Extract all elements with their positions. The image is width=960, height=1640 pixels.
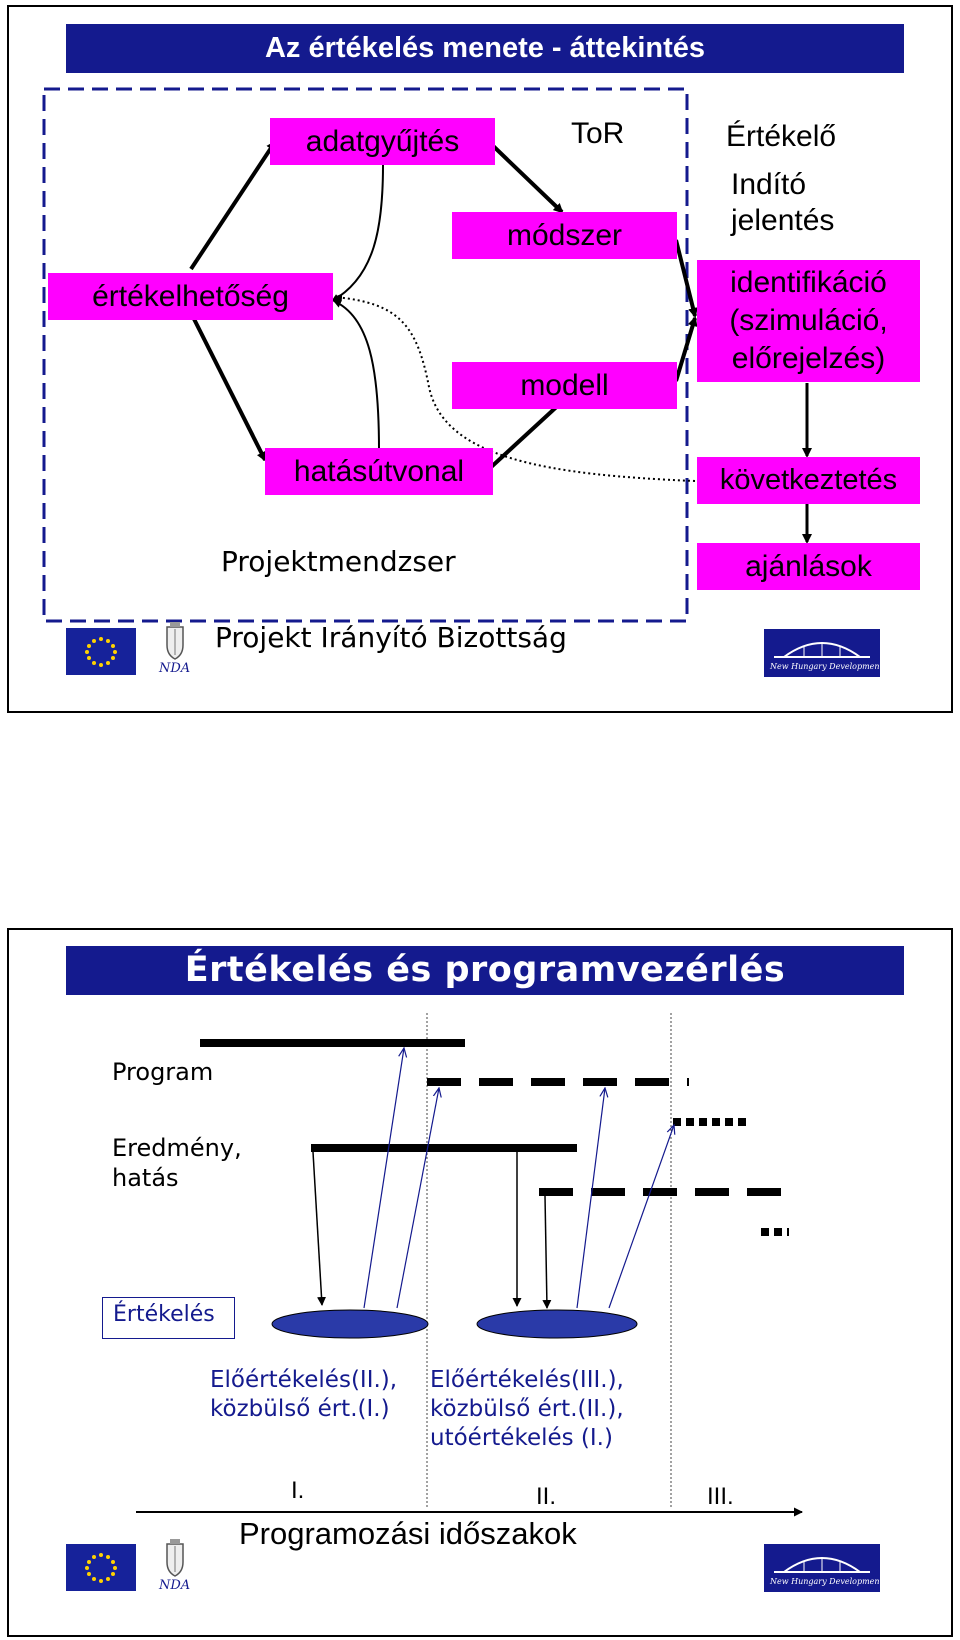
box-modszer: módszer [452,212,677,259]
period-label-2: II. [536,1483,557,1510]
bridge-icon [764,631,880,661]
label-ertekelo: Értékelő [726,120,837,153]
label-program: Program [112,1058,214,1086]
curve-hatasutvonal-feedback [334,301,379,450]
axis-title: Programozási időszakok [239,1516,577,1551]
arrow-result-to-eval1 [313,1152,322,1305]
arrow-eval1-to-program2 [397,1088,439,1308]
eu-flag-icon [66,628,136,675]
label-eredmeny [112,1133,242,1193]
label-ertekeles-box: Értékelés [102,1297,235,1339]
box-identifikacio [697,260,920,382]
box-ertekelhetoseg: értékelhetőség [48,273,333,320]
nda-logo [157,1538,193,1596]
nda-logo [157,621,193,679]
group2-line3: utóértékelés (I.) [430,1425,613,1451]
slide-program-control [7,928,953,1637]
nhdp-label: New Hungary Development Plan [770,662,904,671]
box-kovetkeztetes: következtetés [697,457,920,504]
arrow-eval2-to-program3 [609,1125,674,1308]
arrow-result2-to-eval2 [545,1196,547,1308]
label-indito [731,167,834,239]
eredmeny-line2: hatás [112,1164,179,1192]
slide1-title: Az értékelés menete - áttekintés [66,24,904,73]
arrow-eval2-to-program [577,1088,605,1308]
identifikacio-line3: előrejelzés) [731,342,886,375]
eval-group-2 [430,1366,624,1453]
eval-group-1 [210,1366,397,1424]
eu-flag-icon [66,1544,136,1591]
evaluation-ellipse-1 [272,1310,428,1338]
arrow-to-hatasutvonal [191,313,265,460]
indito-line1: Indító [731,168,807,201]
curve-adatgyujtes-feedback [332,165,383,301]
evaluation-ellipse-2 [477,1310,637,1338]
project-frame [44,89,687,621]
label-bizottsag: Projekt Irányító Bizottság [215,621,567,654]
period-label-3: III. [707,1483,734,1510]
bridge-icon [764,1546,880,1576]
slide-overview [7,5,953,713]
group1-line1: Előértékelés(II.), [210,1367,398,1393]
identifikacio-line1: identifikáció [730,266,887,299]
period-label-1: I. [291,1477,305,1504]
box-adatgyujtes: adatgyűjtés [270,118,495,165]
arrow-to-adatgyujtes [191,142,275,269]
nhdp-label: New Hungary Development Plan [770,1577,904,1586]
arrow-eval1-to-program [364,1048,404,1308]
label-tor: ToR [571,117,625,150]
coat-of-arms-icon [157,621,193,661]
box-modell: modell [452,362,677,409]
nda-label: NDA [159,1578,191,1593]
eredmeny-line1: Eredmény, [112,1134,242,1162]
group1-line2: közbülső ért.(I.) [210,1396,390,1422]
nhdp-logo [764,629,904,677]
box-ajanlasok: ajánlások [697,543,920,590]
nda-label: NDA [159,661,191,676]
arrow-to-modell [489,400,564,469]
box-hatasutvonal: hatásútvonal [265,448,493,495]
indito-line2: jelentés [731,204,835,237]
label-projektmendzser: Projektmendzser [221,545,456,578]
group2-line2: közbülső ért.(II.), [430,1396,624,1422]
arrow-to-modszer [489,142,562,212]
group2-line1: Előértékelés(III.), [430,1367,624,1393]
coat-of-arms-icon [157,1538,193,1578]
nhdp-logo [764,1544,904,1592]
slide2-title: Értékelés és programvezérlés [66,946,904,995]
identifikacio-line2: (szimuláció, [729,304,888,337]
